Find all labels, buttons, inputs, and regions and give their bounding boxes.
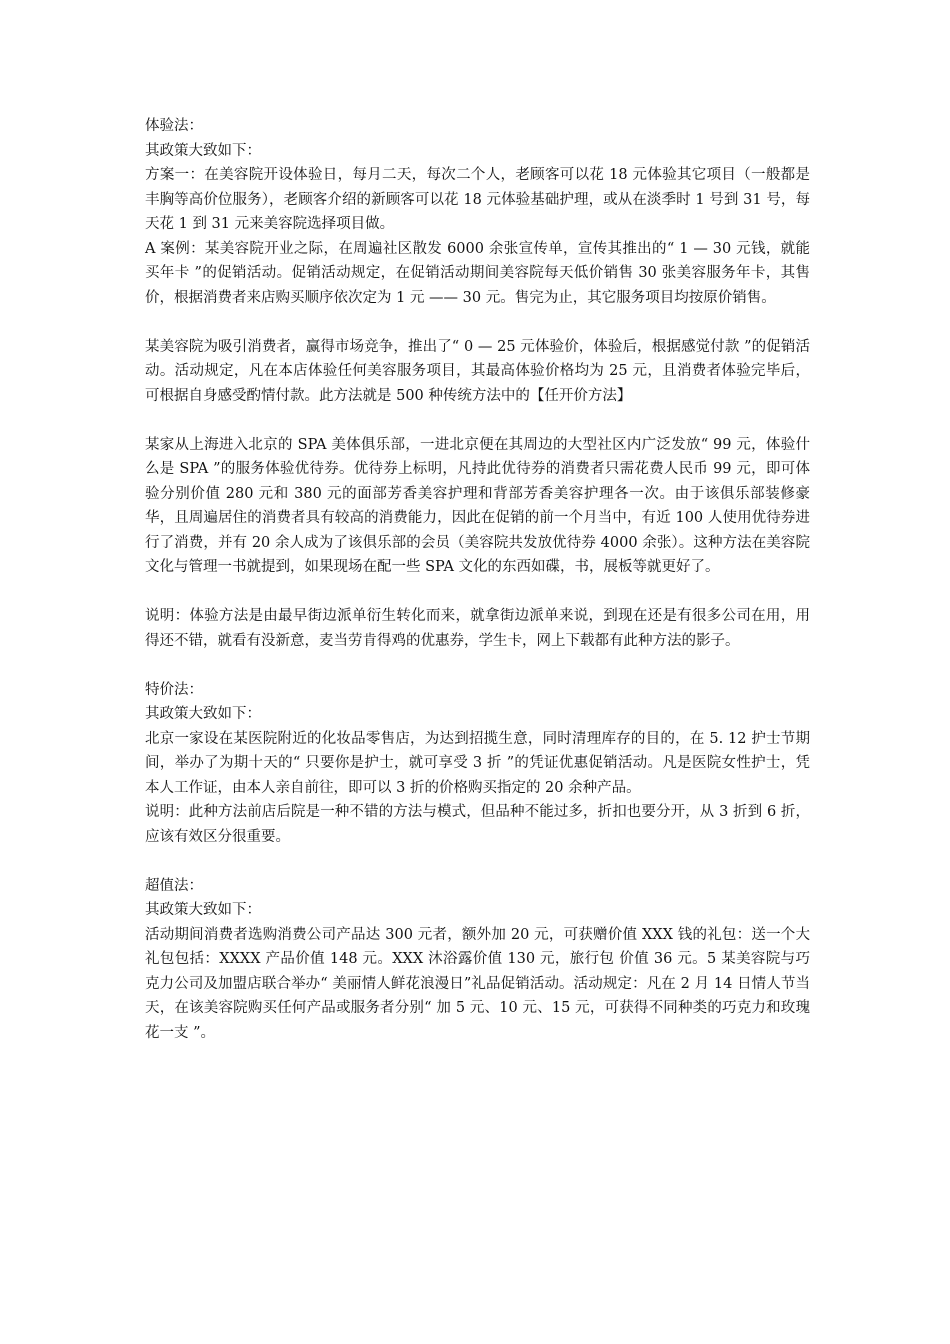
- section-heading-value: 超值法：: [145, 877, 203, 894]
- paragraph-spa-club: 某家从上海进入北京的 SPA 美体俱乐部，一进北京便在其周边的大型社区内广泛发放“ 99 元，体验什么是 SPA ”的服务体验优待券。优待券上标明，凡持此优待券的消费者只需花费人民币 99 元，即可体验分别价值 280 元和 380 元的面部芳香美容护理和背部芳香美容护理各一次。由于该俱乐部装修豪华，且周遍居住的消费者具有较高的消费能力，因此在促销的前一个月当中，有近 100 人使用优待券进行了消费，并有 20 余人成为了该俱乐部的会员（美容院共发放优待券 4000 余张）。这种方法在美容院文化与管理一书就提到，如果现场在配一些 SPA 文化的东西如碟，书，展板等就更好了。: [145, 436, 810, 575]
- blank-line: [145, 580, 810, 605]
- blank-line: [145, 849, 810, 874]
- blank-line: [145, 408, 810, 433]
- paragraph-case-a: A 案例：某美容院开业之际，在周遍社区散发 6000 余张宣传单，宣传其推出的“ 1 — 30 元钱，就能买年卡 ”的促销活动。促销活动规定，在促销活动期间美容院每天低价销售 30 张美容服务年卡，其售价，根据消费者来店购买顺序依次定为 1 元 —— 30 元。售完为止，其它服务项目均按原价销售。: [145, 240, 810, 306]
- paragraph-nurse-discount: 北京一家设在某医院附近的化妆品零售店，为达到招揽生意，同时清理库存的目的，在 5. 12 护士节期间，举办了为期十天的“ 只要你是护士，就可享受 3 折 ”的凭证优惠促销活动。凡是医院女性护士，凭本人工作证，由本人亲自前往，即可以 3 折的价格购买指定的 20 余种产品。: [145, 730, 810, 796]
- paragraph-pay-by-feeling: 某美容院为吸引消费者，赢得市场竞争，推出了“ 0 — 25 元体验价，体验后，根据感觉付款 ”的促销活动。活动规定，凡在本店体验任何美容服务项目，其最高体验价格均为 25 元，且消费者体验完毕后，可根据自身感受酌情付款。此方法就是 500 种传统方法中的【任开价方法】: [145, 338, 810, 404]
- paragraph-note-special-price: 说明：此种方法前店后院是一种不错的方法与模式，但品种不能过多，折扣也要分开，从 3 折到 6 折，应该有效区分很重要。: [145, 804, 810, 845]
- paragraph-note-experience: 说明：体验方法是由最早街边派单衍生转化而来，就拿街边派单来说，到现在还是有很多公司在用，用得还不错，就看有没新意，麦当劳肯得鸡的优惠券，学生卡，网上下载都有此种方法的影子。: [145, 608, 810, 649]
- paragraph-plan-one: 方案一：在美容院开设体验日，每月二天，每次二个人，老顾客可以花 18 元体验其它项目（一般都是丰胸等高价位服务），老顾客介绍的新顾客可以花 18 元体验基础护理，或从在淡季时 1 号到 31 号，每天花 1 到 31 元来美容院选择项目做。: [145, 167, 810, 232]
- document-body: [145, 114, 810, 1045]
- policy-intro: 其政策大致如下：: [145, 142, 261, 159]
- section-heading-special-price: 特价法：: [145, 681, 203, 698]
- policy-intro: 其政策大致如下：: [145, 706, 261, 722]
- policy-intro: 其政策大致如下：: [145, 902, 261, 918]
- section-heading-experience: 体验法：: [145, 118, 203, 134]
- blank-line: [145, 310, 810, 335]
- blank-line: [145, 653, 810, 678]
- paragraph-gift-pack: 活动期间消费者选购消费公司产品达 300 元者，额外加 20 元，可获赠价值 XXX 钱的礼包：送一个大礼包包括：XXXX 产品价值 148 元。XXX 沐浴露价值 130 元，旅行包 价值 36 元。5 某美容院与巧克力公司及加盟店联合举办“ 美丽情人鲜花浪漫日”礼品促销活动。活动规定：凡在 2 月 14 日情人节当天，在该美容院购买任何产品或服务者分别“ 加 5 元、10 元、15 元，可获得不同种类的巧克力和玫瑰花一支 ”。: [145, 926, 810, 1041]
